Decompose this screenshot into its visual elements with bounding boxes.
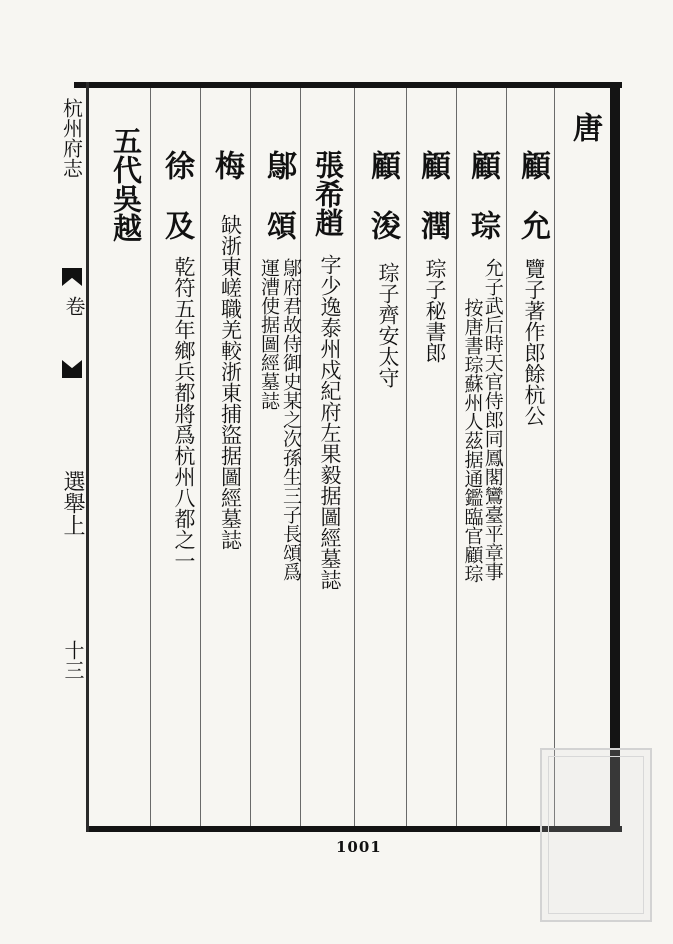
column-divider [406, 88, 407, 826]
margin-book-title: 杭州府志 [59, 98, 84, 178]
column-divider [554, 88, 555, 826]
entry-note: 允子武后時天官侍郎同鳳閣鸞臺平章事 [481, 258, 504, 581]
frame-left-border [86, 82, 89, 832]
margin-leaf-number: 十三 [61, 640, 85, 680]
dynasty-heading-wu-yue: 五代吳越 [109, 126, 143, 242]
margin-volume: 卷 [62, 296, 86, 316]
column-divider [150, 88, 151, 826]
entry-name: 梅 [209, 150, 244, 180]
entry-note: 字少逸泰州戍紀府左果毅据圖經墓誌 [318, 254, 342, 590]
dynasty-heading-tang: 唐 [567, 112, 602, 142]
column-divider [250, 88, 251, 826]
column-divider [200, 88, 201, 826]
entry-name: 徐 及 [159, 150, 194, 240]
fishtail-lower [62, 360, 82, 378]
entry-name: 顧 潤 [415, 150, 450, 240]
entry-note: 鄔府君故侍御史某之次孫生三子長頌爲 [280, 258, 302, 581]
column-divider [456, 88, 457, 826]
entry-name: 顧 琮 [465, 150, 500, 240]
column-divider [506, 88, 507, 826]
frame-right-border [610, 82, 620, 832]
entry-note: 乾符五年鄉兵都將爲杭州八都之一 [172, 256, 196, 571]
entry-note-second-line: 按唐書琮蘇州人茲据通鑑臨官顧琮 [461, 298, 484, 583]
entry-name: 鄔 頌 [261, 150, 296, 240]
column-divider [354, 88, 355, 826]
margin-section: 選舉上 [60, 470, 85, 536]
entry-note-second-line: 運漕使据圖經墓誌 [258, 258, 280, 410]
fishtail-upper [62, 268, 82, 286]
entry-note: 琮子齊安太守 [376, 262, 400, 388]
entry-name: 顧 浚 [365, 150, 400, 240]
entry-note: 覽子著作郎餘杭公 [522, 258, 546, 426]
entry-name: 顧 允 [515, 150, 550, 240]
library-seal-stamp [540, 748, 652, 922]
frame-top-border [74, 82, 622, 88]
entry-note: 琮子秘書郎 [423, 258, 447, 363]
entry-name: 張希趙 [311, 150, 345, 237]
entry-note: 缺浙東嵯職羌較浙東捕盜据圖經墓誌 [218, 214, 243, 550]
page-number: 1001 [336, 838, 382, 856]
